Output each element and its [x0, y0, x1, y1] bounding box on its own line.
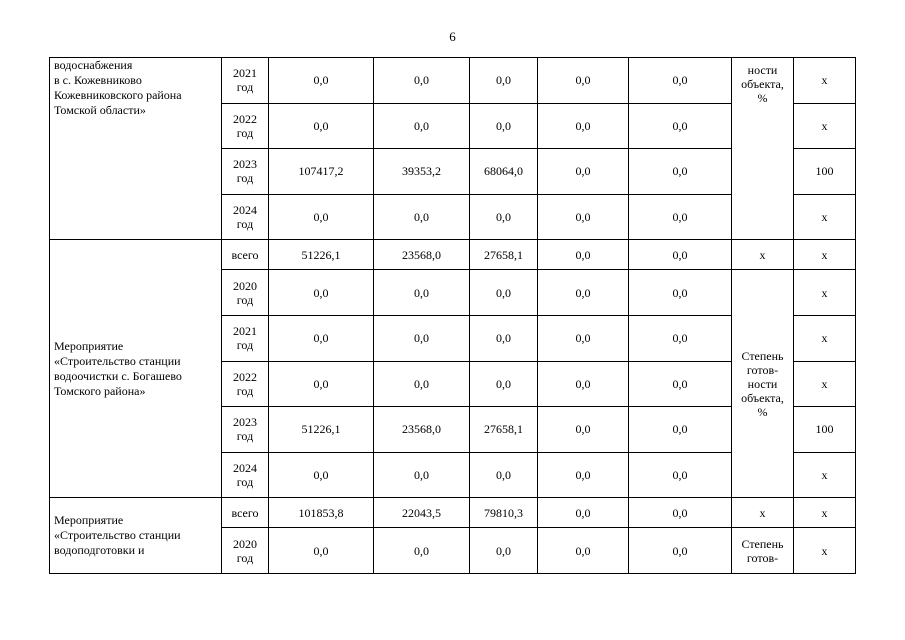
- amount-cell: 0,0: [470, 361, 538, 407]
- target-value-cell: х: [794, 315, 856, 361]
- amount-cell: 0,0: [374, 315, 470, 361]
- amount-cell: 0,0: [470, 103, 538, 149]
- amount-cell: 0,0: [538, 407, 629, 453]
- amount-cell: 68064,0: [470, 149, 538, 195]
- amount-cell: 0,0: [629, 270, 732, 316]
- period-cell: 2020 год: [222, 528, 269, 574]
- amount-cell: 0,0: [374, 361, 470, 407]
- amount-cell: 51226,1: [269, 407, 374, 453]
- period-cell: 2023 год: [222, 407, 269, 453]
- amount-cell: 0,0: [470, 58, 538, 104]
- amount-cell: 0,0: [269, 103, 374, 149]
- amount-cell: 0,0: [629, 58, 732, 104]
- target-value-cell: х: [794, 498, 856, 528]
- amount-cell: 0,0: [538, 315, 629, 361]
- amount-cell: 0,0: [470, 528, 538, 574]
- activity-description: водоснабжения в с. Кожевниково Кожевниковского района Томской области»: [50, 58, 222, 240]
- amount-cell: 39353,2: [374, 149, 470, 195]
- amount-cell: 0,0: [538, 149, 629, 195]
- amount-cell: 0,0: [538, 58, 629, 104]
- target-value-cell: 100: [794, 149, 856, 195]
- amount-cell: 51226,1: [269, 240, 374, 270]
- amount-cell: 0,0: [374, 103, 470, 149]
- amount-cell: 0,0: [629, 361, 732, 407]
- amount-cell: 0,0: [269, 452, 374, 498]
- amount-cell: 22043,5: [374, 498, 470, 528]
- period-cell: 2020 год: [222, 270, 269, 316]
- amount-cell: 0,0: [629, 528, 732, 574]
- target-value-cell: х: [794, 240, 856, 270]
- amount-cell: 0,0: [629, 315, 732, 361]
- amount-cell: 0,0: [269, 270, 374, 316]
- amount-cell: 0,0: [538, 240, 629, 270]
- amount-cell: 0,0: [374, 58, 470, 104]
- target-value-cell: х: [794, 58, 856, 104]
- target-value-cell: 100: [794, 407, 856, 453]
- indicator-cell: х: [732, 240, 794, 270]
- period-cell: 2021 год: [222, 315, 269, 361]
- amount-cell: 0,0: [629, 498, 732, 528]
- period-cell: 2022 год: [222, 103, 269, 149]
- amount-cell: 27658,1: [470, 407, 538, 453]
- amount-cell: 23568,0: [374, 240, 470, 270]
- amount-cell: 0,0: [629, 240, 732, 270]
- target-value-cell: х: [794, 452, 856, 498]
- amount-cell: 0,0: [269, 58, 374, 104]
- period-cell: 2023 год: [222, 149, 269, 195]
- table-row-total: [50, 240, 856, 270]
- activity-description: Мероприятие «Строительство станции водоочистки с. Богашево Томского района»: [50, 240, 222, 498]
- amount-cell: 0,0: [374, 194, 470, 240]
- indicator-cell: Степень готов- ности объекта, %: [732, 270, 794, 498]
- period-cell: 2024 год: [222, 452, 269, 498]
- amount-cell: 0,0: [470, 452, 538, 498]
- amount-cell: 23568,0: [374, 407, 470, 453]
- amount-cell: 0,0: [629, 452, 732, 498]
- target-value-cell: х: [794, 361, 856, 407]
- amount-cell: 0,0: [470, 315, 538, 361]
- amount-cell: 0,0: [629, 194, 732, 240]
- activity-description: Мероприятие «Строительство станции водоподготовки и: [50, 498, 222, 574]
- amount-cell: 0,0: [629, 103, 732, 149]
- indicator-cell: х: [732, 498, 794, 528]
- budget-table: [49, 57, 856, 574]
- period-cell: 2022 год: [222, 361, 269, 407]
- amount-cell: 0,0: [538, 498, 629, 528]
- amount-cell: 0,0: [470, 270, 538, 316]
- amount-cell: 0,0: [538, 452, 629, 498]
- period-cell: всего: [222, 498, 269, 528]
- target-value-cell: х: [794, 103, 856, 149]
- amount-cell: 0,0: [269, 528, 374, 574]
- period-cell: всего: [222, 240, 269, 270]
- table-row: [50, 58, 856, 104]
- period-cell: 2024 год: [222, 194, 269, 240]
- amount-cell: 27658,1: [470, 240, 538, 270]
- amount-cell: 0,0: [374, 270, 470, 316]
- amount-cell: 0,0: [538, 103, 629, 149]
- amount-cell: 0,0: [269, 194, 374, 240]
- amount-cell: 0,0: [374, 528, 470, 574]
- amount-cell: 0,0: [629, 407, 732, 453]
- page-number: 6: [449, 29, 456, 44]
- indicator-cell: ности объекта, %: [732, 58, 794, 240]
- amount-cell: 0,0: [374, 452, 470, 498]
- target-value-cell: х: [794, 270, 856, 316]
- indicator-cell: Степень готов-: [732, 528, 794, 574]
- table-row-total: [50, 498, 856, 528]
- period-cell: 2021 год: [222, 58, 269, 104]
- amount-cell: 0,0: [470, 194, 538, 240]
- amount-cell: 0,0: [269, 361, 374, 407]
- target-value-cell: х: [794, 528, 856, 574]
- amount-cell: 0,0: [538, 361, 629, 407]
- amount-cell: 0,0: [538, 194, 629, 240]
- amount-cell: 0,0: [629, 149, 732, 195]
- amount-cell: 0,0: [538, 270, 629, 316]
- amount-cell: 101853,8: [269, 498, 374, 528]
- amount-cell: 0,0: [538, 528, 629, 574]
- amount-cell: 107417,2: [269, 149, 374, 195]
- amount-cell: 79810,3: [470, 498, 538, 528]
- target-value-cell: х: [794, 194, 856, 240]
- amount-cell: 0,0: [269, 315, 374, 361]
